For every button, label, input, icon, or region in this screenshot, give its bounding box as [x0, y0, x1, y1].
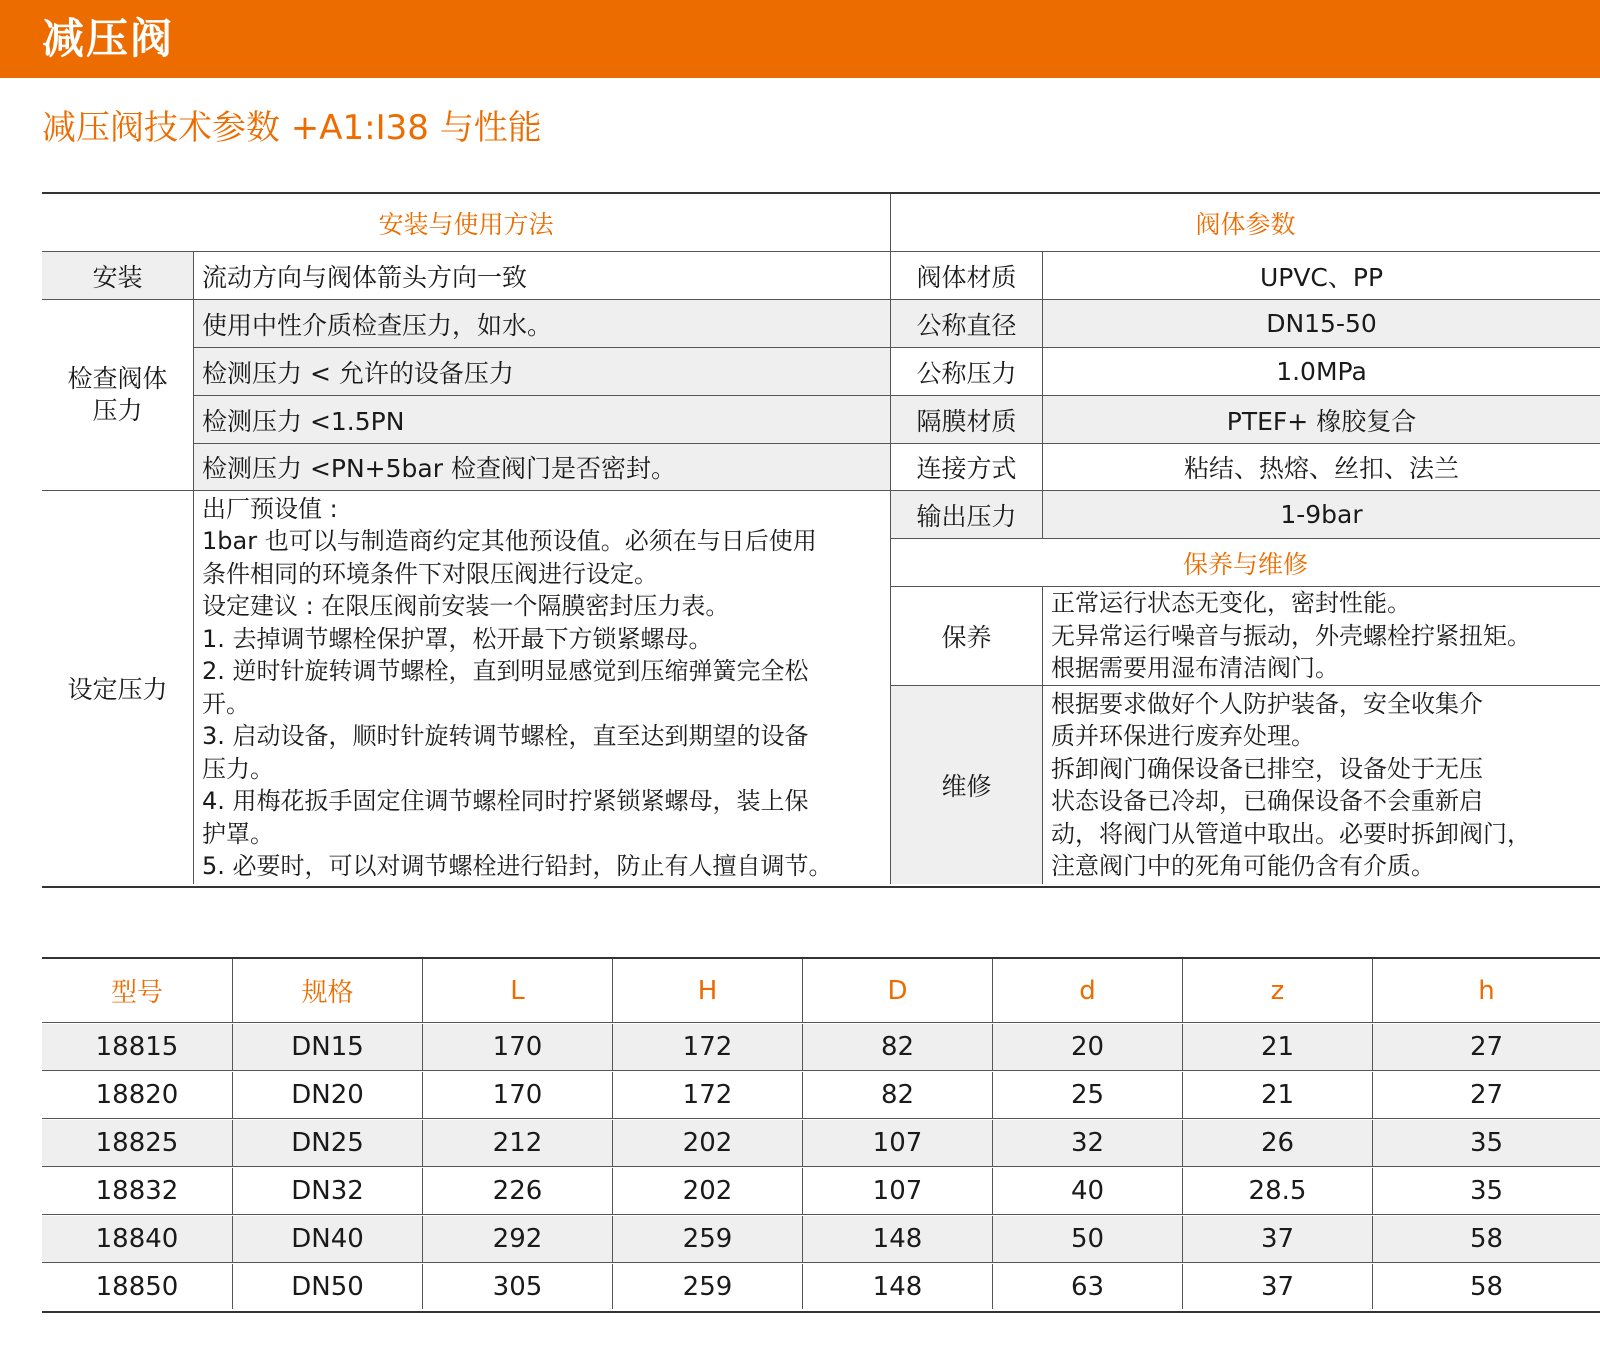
set-pressure-label: 设定压力 [67, 674, 168, 704]
divider [42, 251, 1600, 252]
cell: 40 [992, 1168, 1182, 1214]
divider [193, 443, 1600, 444]
col-header-z: z [1182, 959, 1372, 1022]
cell: 35 [1372, 1168, 1600, 1214]
cell: DN25 [232, 1120, 422, 1166]
valve-body-params-header: 阀体参数 [1195, 209, 1296, 239]
cell: 82 [802, 1072, 992, 1118]
cell: 28.5 [1182, 1168, 1372, 1214]
cell: 58 [1372, 1264, 1600, 1309]
cell: 25 [992, 1072, 1182, 1118]
page-title: 减压阀 [42, 14, 175, 63]
cell: DN20 [232, 1072, 422, 1118]
param-value: 1.0MPa [1276, 357, 1367, 386]
divider [890, 538, 1600, 539]
table-row [42, 1024, 1600, 1071]
maintenance-repair-header: 保养与维修 [1182, 549, 1308, 579]
cell: 305 [422, 1264, 612, 1309]
check-label-line-1: 检查阀体 [67, 364, 168, 393]
setting-line: 出厂预设值 : [202, 494, 338, 523]
cell: 21 [1182, 1024, 1372, 1070]
header-bar [0, 0, 1600, 78]
table-row [42, 1264, 1600, 1309]
param-label: 连接方式 [916, 454, 1017, 483]
divider [890, 586, 1600, 587]
dimensions-table [42, 957, 1600, 1313]
divider [193, 395, 1600, 396]
cell: 202 [612, 1168, 802, 1214]
setting-line: 1. 去掉调节螺栓保护罩，松开最下方锁紧螺母。 [202, 624, 713, 653]
maintenance-line: 根据需要用湿布清洁阀门。 [1051, 654, 1339, 683]
repair-line: 注意阀门中的死角可能仍含有介质。 [1051, 852, 1435, 880]
setting-line: 1bar 也可以与制造商约定其他预设值。必须在与日后使用 [202, 527, 817, 555]
maintenance-label: 保养 [941, 623, 992, 652]
cell: 27 [1372, 1072, 1600, 1118]
cell: 27 [1372, 1024, 1600, 1070]
col-header-h: h [1372, 959, 1600, 1022]
divider [42, 490, 1600, 491]
divider [193, 347, 1600, 348]
check-item: 检测压力 <1.5PN [194, 396, 890, 443]
setting-line: 护罩。 [202, 819, 274, 848]
cell: 18820 [95, 1080, 179, 1110]
cell: 292 [422, 1216, 612, 1262]
repair-line: 动，将阀门从管道中取出。必要时拆卸阀门， [1051, 819, 1531, 848]
check-item: 使用中性介质检查压力，如水。 [194, 300, 890, 347]
param-label: 输出压力 [891, 491, 1042, 538]
cell: 148 [802, 1216, 992, 1262]
col-header-d: d [992, 959, 1182, 1022]
maintenance-line: 正常运行状态无变化，密封性能。 [1051, 589, 1411, 618]
check-item: 检测压力 <PN+5bar 检查阀门是否密封。 [194, 444, 890, 490]
divider [1042, 586, 1043, 884]
cell: 32 [992, 1120, 1182, 1166]
repair-text [1043, 686, 1600, 884]
cell: DN40 [232, 1216, 422, 1262]
param-value: 1-9bar [1043, 491, 1600, 538]
cell: 172 [612, 1072, 802, 1118]
cell: 18815 [95, 1032, 179, 1062]
cell: 37 [1182, 1264, 1372, 1309]
cell: DN32 [232, 1168, 422, 1214]
param-value: PTEF+ 橡胶复合 [1043, 396, 1600, 443]
cell: 18825 [95, 1128, 179, 1158]
spec-table [42, 192, 1600, 888]
cell: 259 [612, 1264, 802, 1309]
col-header-H: H [612, 959, 802, 1022]
col-header-spec: 规格 [232, 959, 422, 1022]
cell: 148 [802, 1264, 992, 1309]
cell: 226 [422, 1168, 612, 1214]
col-header-D: D [802, 959, 992, 1022]
cell: 259 [612, 1216, 802, 1262]
cell: 212 [422, 1120, 612, 1166]
divider [890, 194, 891, 884]
cell: 107 [802, 1168, 992, 1214]
setting-line: 开。 [202, 689, 250, 718]
setting-line: 4. 用梅花扳手固定住调节螺栓同时拧紧锁紧螺母，装上保 [202, 787, 809, 815]
param-label: 公称直径 [891, 300, 1042, 347]
check-label-line-2: 压力 [92, 396, 143, 425]
setting-line: 条件相同的环境条件下对限压阀进行设定。 [202, 559, 658, 588]
cell: DN50 [232, 1264, 422, 1309]
cell: 35 [1372, 1120, 1600, 1166]
cell: 18832 [95, 1176, 179, 1206]
cell: 172 [612, 1024, 802, 1070]
param-value: DN15-50 [1043, 300, 1600, 347]
repair-line: 根据要求做好个人防护装备，安全收集介 [1051, 689, 1483, 718]
maintenance-text [1043, 587, 1600, 685]
cell: 50 [992, 1216, 1182, 1262]
check-pressure-label [42, 300, 193, 490]
cell: 170 [422, 1024, 612, 1070]
cell: DN15 [232, 1024, 422, 1070]
check-item: 检测压力 < 允许的设备压力 [194, 348, 890, 395]
cell: 107 [802, 1120, 992, 1166]
cell: 37 [1182, 1216, 1372, 1262]
cell: 21 [1182, 1072, 1372, 1118]
param-label: 公称压力 [916, 358, 1017, 388]
section-subtitle: 减压阀技术参数 +A1:I38 与性能 [42, 108, 542, 148]
cell: 63 [992, 1264, 1182, 1309]
table-row [42, 1072, 1600, 1119]
cell: 20 [992, 1024, 1182, 1070]
cell: 18850 [95, 1271, 179, 1302]
param-value: UPVC、PP [1259, 262, 1384, 292]
install-usage-header: 安装与使用方法 [378, 209, 554, 239]
param-label: 隔膜材质 [891, 396, 1042, 443]
param-value: 粘结、热熔、丝扣、法兰 [1183, 454, 1459, 483]
setting-line: 压力。 [202, 754, 274, 783]
col-header-model: 型号 [110, 978, 163, 1008]
divider [193, 251, 194, 884]
table-row [42, 1120, 1600, 1167]
cell: 170 [422, 1072, 612, 1118]
repair-label: 维修 [891, 686, 1042, 884]
setting-line: 3. 启动设备，顺时针旋转调节螺栓，直至达到期望的设备 [202, 722, 809, 750]
table-row [42, 1216, 1600, 1263]
install-text: 流动方向与阀体箭头方向一致 [202, 262, 528, 292]
maintenance-line: 无异常运行噪音与振动，外壳螺栓拧紧扭矩。 [1051, 621, 1531, 650]
setting-line: 设定建议 : 在限压阀前安装一个隔膜密封压力表。 [202, 592, 730, 620]
param-label: 阀体材质 [916, 262, 1017, 292]
cell: 82 [802, 1024, 992, 1070]
repair-line: 状态设备已冷却，已确保设备不会重新启 [1051, 787, 1483, 815]
dims-header-row [42, 959, 1600, 1023]
cell: 202 [612, 1120, 802, 1166]
repair-line: 质并环保进行废弃处理。 [1051, 722, 1315, 750]
install-label: 安装 [42, 252, 193, 299]
divider [890, 685, 1600, 686]
setting-line: 2. 逆时针旋转调节螺栓，直到明显感觉到压缩弹簧完全松 [202, 657, 809, 685]
cell: 58 [1372, 1216, 1600, 1262]
table-row [42, 1168, 1600, 1215]
divider [42, 299, 1600, 300]
set-pressure-instructions [194, 491, 890, 884]
cell: 26 [1182, 1120, 1372, 1166]
cell: 18840 [95, 1224, 179, 1254]
setting-line: 5. 必要时，可以对调节螺栓进行铅封，防止有人擅自调节。 [202, 852, 833, 880]
repair-line: 拆卸阀门确保设备已排空，设备处于无压 [1051, 754, 1483, 783]
col-header-L: L [422, 959, 612, 1022]
